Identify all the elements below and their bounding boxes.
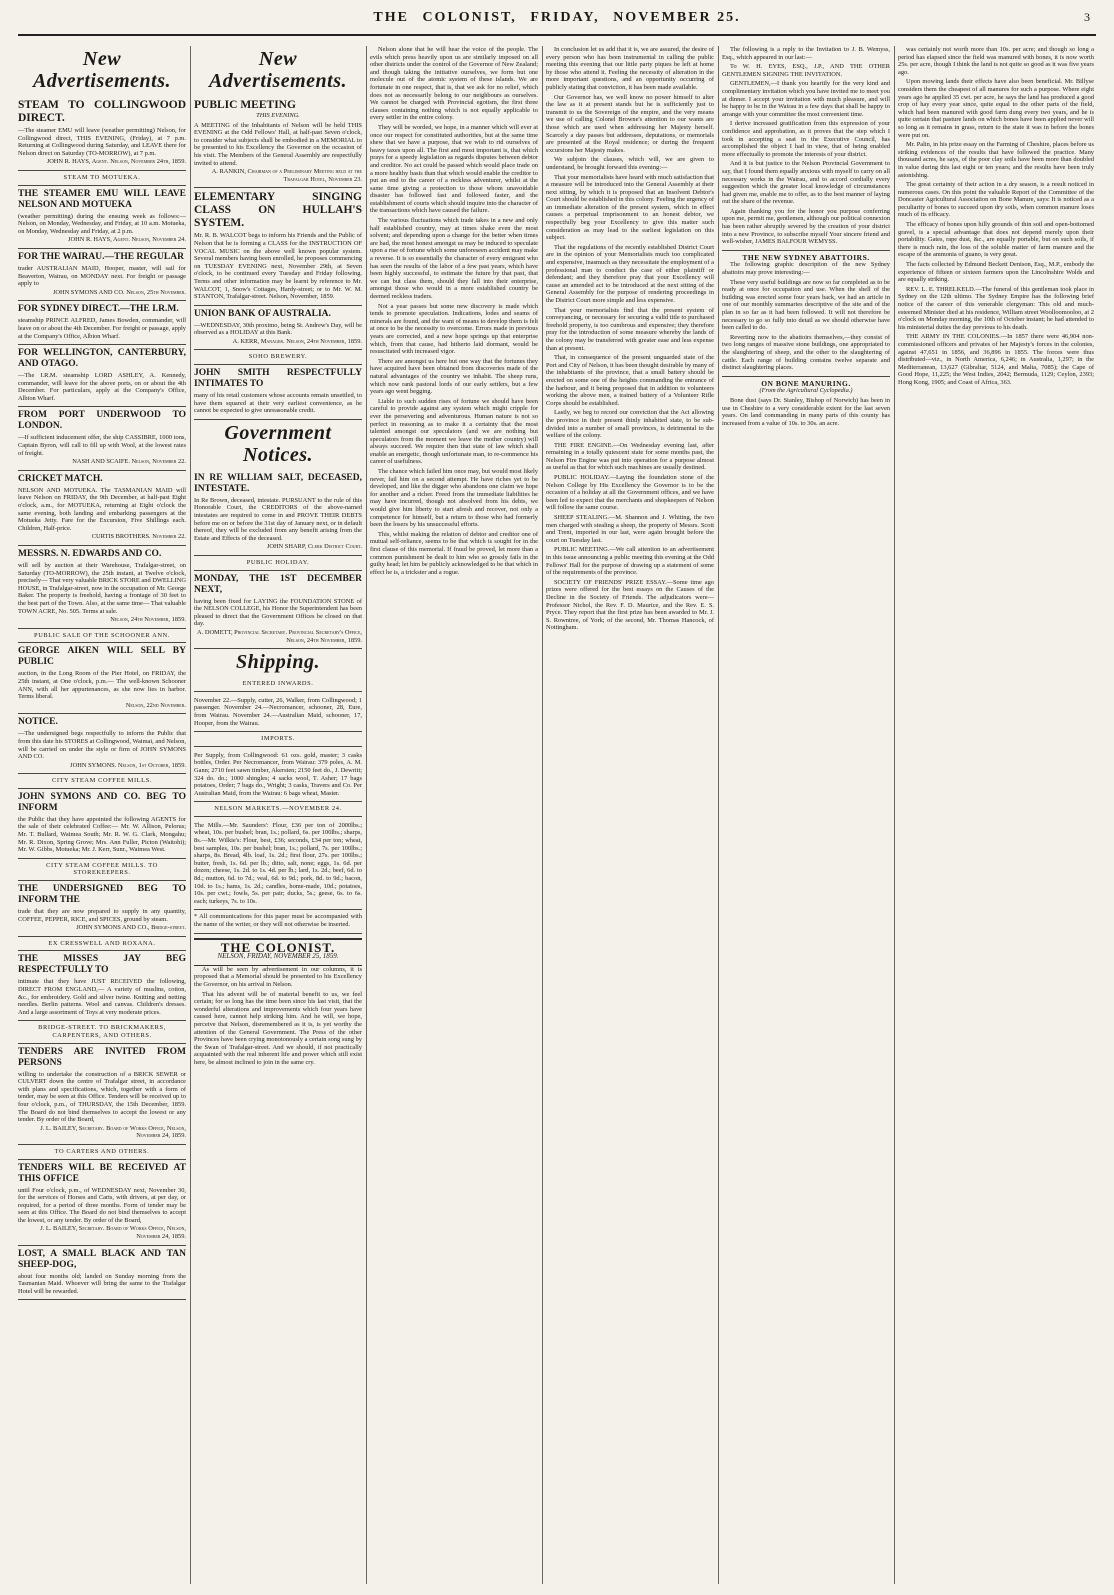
editorial-paragraph: That his advent will be of material benefit to us, we feel certain; for so long has the time been since his last visit, that the wonderful alterations and improvements which four years have caused here, cannot help striking him. And he will, we hope, perceive that Nelson, disremembered as it is, is yet worthy the attention of the General Government. The Press of the other Provinces have been crying monotonously a certain song sung by the Swan of Trafalgar-street. And we should, if not practically acquainted with the real inherent life and power which still exist here, be almost inclined to join in the same cry. bbox=[194, 990, 362, 1066]
section-heading: Government Notices. bbox=[224, 421, 332, 466]
ad-signature: J. L. BAILEY, Secretary. Board of Works Office, Nelson, November 24, 1859. bbox=[40, 1124, 186, 1140]
ad-body: steamship PRINCE ALFRED, James Bowden, commander, will leave on or about the 4th December. For freight or passage, apply at the Company's Office, Albion Wharf. bbox=[18, 317, 186, 340]
advertisement bbox=[18, 471, 186, 546]
ad-headline: NOTICE. bbox=[18, 717, 58, 728]
ad-body: In Re Brown, deceased, intestate. PURSUANT to the rule of this Honorable Court, the CREDITORS of the above-named intestates are required to come in and PROVE THEIR DEBTS before me on or before the 31st day of January next, or in default thereof, they will be excluded from any benefit arising from the Estate and Effects of the deceased. bbox=[194, 496, 362, 542]
ad-headline: TENDERS ARE INVITED FROM PERSONS bbox=[18, 1046, 186, 1068]
ad-body: trade that they are now prepared to supply in any quantity, COFFEE, PEPPER, RICE, and SPICES, ground by steam. bbox=[18, 908, 186, 923]
ad-body: —The undersigned begs respectfully to inform the Public that from this date his STORES at Collingwood, Waimai, and Nelson, will be carried on under the style or firm of JOHN SYMONS AND CO. bbox=[18, 730, 186, 761]
ad-signature: JOHN SYMONS AND CO. Nelson, 25th November. bbox=[52, 288, 186, 296]
column-rule bbox=[894, 46, 895, 1584]
advertisement bbox=[18, 714, 186, 774]
advertisement bbox=[194, 692, 362, 732]
ad-headline: MONDAY, THE 1ST DECEMBER NEXT, bbox=[194, 573, 362, 595]
paper-running-title bbox=[0, 10, 1114, 26]
ad-body: Mr. R. B. WALCOT begs to inform his Friends and the Public of Nelson that he is forming a CLASS for the INSTRUCTION OF VOCAL MUSIC on the above well known popular system. Several members having been enrolled, he proposes commencing on TUESDAY EVENING next, November 29th, at Seven o'clock, to be continued every Tuesday and Friday following. Terms and other information may be learnt by reference to Mr. WALCOT, 1, Snow's Cottages, Hardy-street; or to Mr. W. M. STANTON, Trafalgar-street. Nelson, November, 1859. bbox=[194, 232, 362, 301]
advertisement bbox=[18, 301, 186, 345]
advertisement bbox=[18, 96, 186, 171]
column-2-advertisements-editorial bbox=[194, 46, 362, 1584]
article-paragraph: Reverting now to the abattoirs themselves,—they consist of two long ranges of massive stone buildings, one appropriated to the slaughtering of sheep, and the other to the slaughtering of cattle. Each range of building contains twelve separate and distinct slaughtering places. bbox=[722, 333, 890, 372]
ad-signature: CURTIS BROTHERS. November 22. bbox=[91, 533, 186, 541]
article-paragraph: We subjoin the clauses, which will, we are given to understand, be brought forward this evening:— bbox=[546, 156, 714, 171]
advertisement bbox=[194, 96, 362, 188]
article-paragraph: REV. L. E. THRELKELD.—The funeral of this gentleman took place in Sydney on the 12th ultimo. The Sydney Empire has the following brief notice of the career of this venerable clergyman: This old and much-esteemed Minister died at his residence, William street Woolloomooloo, at 2 o'clock on Monday morning, the 10th of October instant; he had attended to his ministerial duties the day previous to his death. bbox=[898, 285, 1094, 331]
article-paragraph: Bone dust (says Dr. Stanley, Bishop of Norwich) has been in use in Cheshire to a very considerable extent for the last seven years. On land commanding in many parts of this county has increased from a value of 10s. to 30s. an acre. bbox=[722, 396, 890, 427]
ad-body: many of his retail customers whose accounts remain unsettled, to have them squared at their very earliest convenience, as he cannot be expected to give unreasonable credit. bbox=[194, 392, 362, 415]
article-paragraph: That your memorialists find that the present system of conveyancing, or necessary for securing a valid title to purchased freehold property, is too cumbrous and expensive; they therefore pray for the introduction of some measure whereby the lands of the colony may be transferred with greater ease and less expense than at present. bbox=[546, 306, 714, 352]
column-rule bbox=[366, 46, 367, 1584]
ad-subheadline: THIS EVENING. bbox=[256, 112, 300, 119]
column-1-advertisements bbox=[18, 46, 186, 1584]
ad-label: CITY STEAM COFFEE MILLS. TO STOREKEEPERS. bbox=[18, 859, 186, 881]
advertisement bbox=[194, 817, 362, 911]
ad-signature: A. DOMETT, Provincial Secretary. Provincial Secretary's Office, Nelson, 24th November, 1859. bbox=[197, 628, 362, 644]
advertisement bbox=[194, 365, 362, 420]
editorial-note: * All communications for this paper must be accompanied with the name of the writer, or they will not otherwise be inserted. bbox=[194, 910, 362, 933]
advertisement bbox=[18, 1160, 186, 1246]
ad-label: PUBLIC SALE OF THE SCHOONER ANN. bbox=[18, 629, 186, 644]
column-rule bbox=[542, 46, 543, 1584]
ad-headline: FROM PORT UNDERWOOD TO LONDON. bbox=[18, 410, 186, 432]
advertisement bbox=[18, 951, 186, 1021]
ad-signature: JOHN SYMONS. Nelson, 1st October, 1859. bbox=[70, 761, 186, 769]
ad-label: ENTERED INWARDS. bbox=[194, 677, 362, 692]
ad-headline: FOR THE WAIRAU.—THE REGULAR bbox=[18, 251, 184, 262]
ad-headline: THE STEAMER EMU WILL LEAVE NELSON AND MOTUEKA bbox=[18, 188, 186, 210]
column-6-news bbox=[898, 46, 1094, 1584]
article-source: (From the Agricultural Cyclopedia.) bbox=[759, 387, 853, 395]
paper-name: THE COLONIST. bbox=[220, 939, 336, 955]
article-paragraph: That your memorialists have heard with much satisfaction that a measure will be introduced into the General Assembly at their next sitting, by which it is proposed that an Insolvent Debtor's Court should be established in this colony. Feeling the urgency of an immediate alteration of the present system, which in effect causes a perpetual imprisonment to an honest debtor, we respectfully beg your Excellency to give this matter such consideration as may lead to the earliest legislation on this subject. bbox=[546, 173, 714, 242]
ad-headline: JOHN SYMONS AND CO. BEG TO INFORM bbox=[18, 791, 186, 813]
article-paragraph: was certainly not worth more than 10s. per acre; and though so long a period has elapsed since the field was manured with bones, it is now worth 25s. per acre, though I think the land is not quite so good as it was five years ago. bbox=[898, 46, 1094, 76]
article-paragraph: Not a year passes but some new discovery is made which tends to promote speculation. Indications, lodes and seams of minerals are found, and the want of means to develop them is felt at once to be the necessity to overcome. Errors made in previous years are corrected, and a new hope springs up that enterprise which, from that cause, had hitherto laid dormant, would be resuscitated with increased vigor. bbox=[370, 302, 538, 356]
article-paragraph: I derive increased gratification from this expression of your confidence and approbation, as it proves that the step which I took in accepting a seat in the Executive Council, has accomplished the object I had in view, that of being enabled more effectually to promote the interests of your district. bbox=[722, 120, 890, 158]
advertisement bbox=[18, 643, 186, 714]
article-paragraph: The efficacy of bones upon hilly grounds of thin soil and open-bottomed gravel, is a special advantage that does not depend merely upon their portability. Gates, rape dust, &c., are equally portable, but on such soils, if there is much rain, the loss of the soluble matter of farm manure and the escape of the ammonia of guano, is very great. bbox=[898, 221, 1094, 259]
article-paragraph: Nelson alone that he will hear the voice of the people. The evils which press heavily upon us are similarly imposed on all other districts under the control of the Governor of New Zealand; and though taking the initiative ourselves, we form but one molecule out of the atomic system of these islands. We are fortunate in one respect, that is, that we ask for no relief, which does not as necessarily belong to our neighbours as ourselves. We cannot be charged with Provincial egotism, the first three clauses containing nothing which is not equally applicable to every settler in the entire colony. bbox=[370, 46, 538, 122]
ad-body: trader AUSTRALIAN MAID, Hooper, master, will sail for Beaverton, Wairau, on MONDAY next. For freight or passage apply to bbox=[18, 264, 186, 288]
ad-signature: JOHN SHARP, Clerk District Court. bbox=[266, 543, 362, 551]
advertisement bbox=[18, 789, 186, 859]
ad-body: —The steamer EMU will leave (weather permitting) Nelson, for Collingwood direct, THIS EVENING, (Friday), at 7 p.m. Returning at Collingwood during Saturday, and LEAVE there for Nelson direct on Saturday (TO-MORROW), at 7 p.m. bbox=[18, 127, 186, 157]
article-paragraph: The facts collected by Edmund Beckett Denison, Esq., M.P., embody the experience of fifteen or sixteen farmers upon the Lincolnshire Wolds and are equally striking. bbox=[898, 261, 1094, 284]
column-rule bbox=[190, 46, 191, 1584]
article-paragraph: These very useful buildings are now so far completed as to be ready at once for occupation and use. When the shell of the building was erected some four years back, we had an article in one of our monthly summaries descriptive of the site and of the plan in so far as it had been followed. It will not therefore be necessary to go so fully into detail as we should otherwise have been called to do. bbox=[722, 278, 890, 332]
column-5-news bbox=[722, 46, 890, 1584]
ad-signature: J. L. BAILEY, Secretary. Board of Works Office, Nelson, November 24, 1859. bbox=[40, 1225, 186, 1241]
ad-body: auction, in the Long Room of the Pier Hotel, on FRIDAY, the 25th instant, at One o'clock, p.m.— The well-known Schooner ANN, with all her appurtenances, as she now lies in harbor. Terms liberal. bbox=[18, 670, 186, 701]
ad-signature: Nelson, 24th November, 1859. bbox=[110, 616, 186, 624]
ad-signature: JOHN R. HAYS, Agent. Nelson, November 24th, 1859. bbox=[46, 158, 186, 166]
article-paragraph: Upon mowing lands their effects have also been beneficial. Mr. Billyse considers them the cheapest of all manures for such a purpose. Where eight years ago he applied 35 cwt. per acre, he says the land has produced a good crop of hay every year since, quite equal to the other parts of the field, which had been manured with good farm dung every two years, and he is quite certain that pasture lands on which bones have been applied never will so long as it remains in grass, return to the state it was in before the bones were put on. bbox=[898, 78, 1094, 139]
column-rule bbox=[718, 46, 719, 1584]
masthead-rule bbox=[18, 34, 1096, 36]
running-title-the: THE bbox=[373, 10, 409, 25]
ad-headline: UNION BANK OF AUSTRALIA. bbox=[194, 308, 331, 319]
article-paragraph: THE ARMY IN THE COLONIES.—In 1857 there were 46,904 non-commissioned officers and privates of her Majesty's forces in the colonies, against 47,651 in 1856, and 36,896 in 1855. The forces were thus distributed—viz., in North America, 6,246; in Australia, 1,297; in the Mediterranean, 13,627 (Gibraltar, 5124, and Malta, 7085); the Cape of Good Hope, 11,225; the West Indies, 2042; Bermuda, 1129; Ceylon, 2393; Hong Kong, 1905; and Coast of Africa, 363. bbox=[898, 333, 1094, 386]
advertisement bbox=[194, 747, 362, 803]
advertisement bbox=[18, 345, 186, 407]
article-paragraph: PUBLIC MEETING.—We call attention to an advertisement in this issue announcing a public meeting this evening at the Odd Fellows' Hall for the purpose of drawing up a statement of some of the requirements of the province. bbox=[546, 546, 714, 577]
ad-label: STEAM TO MOTUEKA. bbox=[18, 171, 186, 186]
section-heading: New Advertisements. bbox=[32, 48, 172, 92]
ad-body: —WEDNESDAY, 30th proximo, being St. Andrew's Day, will be observed as a HOLIDAY at this Bank. bbox=[194, 321, 362, 337]
ad-label: BRIDGE-STREET. TO BRICKMAKERS, CARPENTERS, AND OTHERS. bbox=[18, 1021, 186, 1043]
advertisement bbox=[194, 470, 362, 556]
article-paragraph: That the regulations of the recently established District Court are in the opinion of your Memorialists much too complicated and expensive, inasmuch as they necessitate the employment of a professional man to conduct the case of either plaintiff or defendant; and they therefore pray that your Excellency will cause an amended act to be introduced at the next sitting of the General Assembly for the purpose of rendering proceedings in the District Court more simple and less expensive. bbox=[546, 243, 714, 304]
article-paragraph: The following is a reply to the Invitation to J. B. Wemyss, Esq., which appeared in our last:— bbox=[722, 46, 890, 61]
ad-body: —The I.R.M. steamship LORD ASHLEY, A. Kennedy, commander, will leave for the above ports, on or about the 4th December. For particulars, apply at the Company's Office, Albion Wharf. bbox=[18, 372, 186, 402]
ad-signature: NASH AND SCAIFE. Nelson, November 22. bbox=[72, 458, 186, 466]
advertisement bbox=[18, 249, 186, 301]
ad-body: about four months old; landed on Sunday morning from the Tasmanian Maid. Whoever will bring the same to the Trafalgar Hotel will be rewarded. bbox=[18, 1272, 186, 1295]
article-paragraph: The various fluctuations which trade takes in a new and only half established country, may at times shake even the most solvent; and depending upon a change for the better when times are bad, the most honest amongst us may be induced to speculate upon a rise of fortune which some unforeseen accident may make a reverse. It is so essentially the character of every emigrant who has seen the results of the labor of a few past years, which have been highly successful, to estimate the future by that past, that we can but class them, should they fall into their enterprise, amongst those who would in a more established country be deemed reckless traders. bbox=[370, 217, 538, 300]
ad-body: A MEETING of the Inhabitants of Nelson will be held THIS EVENING at the Odd Fellows' Hall, at half-past Seven o'clock, to consider what subjects shall be embodied in a MEMORIAL to be presented to his Excellency the Governor on the occasion of his visit. The Members of the General Assembly are respectfully invited to attend. bbox=[194, 121, 362, 167]
article-paragraph: SHEEP STEALING.—M. Shannon and J. Whiting, the two men charged with stealing a sheep, the property of Messrs. Scott and Trent, imported in our last, were again brought before the court on Tuesday last. bbox=[546, 514, 714, 544]
ad-headline: MESSRS. N. EDWARDS AND CO. bbox=[18, 549, 162, 559]
ad-headline: ELEMENTARY SINGING CLASS ON HULLAH'S SYSTEM. bbox=[194, 191, 362, 230]
advertisement bbox=[18, 1246, 186, 1301]
ad-signature: JOHN R. HAYS, Agent. Nelson, November 24. bbox=[68, 236, 186, 244]
article-paragraph: The chance which failed him once may, but would most likely never, fail him on a second attempt. He have riches yet to be developed, and like the digger who abandons one claim we hope for another and a richer. Freed from the immediate liabilities he may have incurred, though not absolved from his debts, we would give him liberty to start afresh and recover, not only a competence for himself, but a return to those who had formerly been the losers by his unsuccessful efforts. bbox=[370, 468, 538, 529]
paper-dateline: NELSON, FRIDAY, NOVEMBER 25, 1859. bbox=[217, 952, 339, 961]
ad-headline: IN RE WILLIAM SALT, DECEASED, INTESTATE. bbox=[194, 472, 362, 494]
ad-headline: GEORGE AIKEN WILL SELL BY PUBLIC bbox=[18, 646, 186, 668]
ad-body: having been fixed for LAYING the FOUNDATION STONE of the NELSON COLLEGE, his Honor the Superintendent has been pleased to direct that the Government Offices be closed on that day. bbox=[194, 597, 362, 628]
ad-headline: CRICKET MATCH. bbox=[18, 473, 103, 484]
column-4-editorial-news bbox=[546, 46, 714, 1584]
article-paragraph: The great certainty of their action in a dry season, is a result noticed in numerous cases. On this point the valuable Report of the Committee of the Doncaster Agricultural Association on Bone Manure, says: It is noticed as a peculiarity of bones to succeed upon dry soils, when common manure loses much of its efficacy. bbox=[898, 181, 1094, 219]
article-paragraph: Liable to such sudden rises of fortune we should have been careful to provide against any system which might cripple for ever the persevering and adventurous. Human nature is not so perfect in reasoning as to make it a certainty that the most talented amongst our speculators (and we are nothing but speculators from the moment we leave the mother country) will always succeed. We require then that state of law which shall enable an energetic, though unfortunate man, to re-commence his career of usefulness. bbox=[370, 397, 538, 466]
ad-body: intimate that they have JUST RECEIVED the following, DIRECT FROM ENGLAND,— A variety of muslins, cotton, &c., for embroidery. Gold and silver twine. Knitting and netting needles. Berlin patterns. Wool and canvas. Children's dresses. And a large assortment of Toys at very moderate prices. bbox=[18, 978, 186, 1016]
article-paragraph: Mr. Palin, in his prize essay on the Farming of Cheshire, places before us striking evidences of the results that have followed the practice. Many thousand acres, he says, of the poor clay soils have been more than doubled in value during this last eight or ten years; and the results have been truly astonishing. bbox=[898, 141, 1094, 179]
page-number: 3 bbox=[1084, 10, 1090, 24]
ad-body: NELSON AND MOTUEKA. The TASMANIAN MAID will leave Nelson on FRIDAY, the 9th December, at half-past Eight o'clock, a.m., for MOTUEKA, returning at Eight o'clock the same evening, both landing and embarking passengers at the Motueka Jetty. Fare for the Excursion, Five Shillings each. Children, Half-price. bbox=[18, 486, 186, 532]
advertisement bbox=[18, 186, 186, 249]
editorial-paragraph: As will be seen by advertisement in our columns, it is proposed that a Memorial should be presented to his Excellency the Governor, on his arrival in Nelson. bbox=[194, 965, 362, 988]
ad-headline: STEAM TO COLLINGWOOD DIRECT. bbox=[18, 99, 186, 124]
ad-body: —If sufficient inducement offer, the ship CASSIBRE, 1000 tons, Captain Byron, will call to fill up with Wool, at the lowest rates of freight. bbox=[18, 434, 186, 457]
advertisement bbox=[18, 1044, 186, 1145]
article-paragraph: GENTLEMEN,—I thank you heartily for the very kind and complimentary invitation which you have invited me to meet you at dinner. I accept your invitation with much pleasure, and will be happy to be in the Wairau in a few days that shall be happy to arrange with your committee the most convenient time. bbox=[722, 80, 890, 118]
article-paragraph: To W. H. EYES, ESQ., J.P., AND THE OTHER GENTLEMEN SIGNING THE INVITATION. bbox=[722, 63, 890, 78]
running-title-colonist: COLONIST, bbox=[422, 10, 517, 25]
ad-label: CITY STEAM COFFEE MILLS. bbox=[18, 774, 186, 789]
article-paragraph: Lastly, we beg to record our conviction that the Act allowing the province in their present thinly inhabited state, to be sub-divided into a number of small provinces, is detrimental to the welfare of the colony. bbox=[546, 409, 714, 440]
running-title-day: FRIDAY, bbox=[530, 10, 600, 25]
ad-signature: A. RANKIN, Chairman of a Preliminary Meeting held at the Trafalgar Hotel, November 23. bbox=[211, 168, 362, 183]
ad-headline: FOR SYDNEY DIRECT.—THE I.R.M. bbox=[18, 304, 179, 315]
article-heading: ON BONE MANURING. bbox=[722, 376, 890, 388]
advertisement bbox=[18, 546, 186, 629]
article-paragraph: In conclusion let us add that it is, we are assured, the desire of every person who has been instrumental in calling the public meeting this evening that our little party piques be left at home by those who attend it. Feeling the necessity of alteration in the more important questions, and an opportunity occurring of publicly stating that conviction, it has been made available. bbox=[546, 46, 714, 91]
article-paragraph: That, in consequence of the present unguarded state of the Port and City of Nelson, it has been thought desirable by many of the inhabitants of the province, that a small battery should be erected on some one of the heights commanding the entrance of the harbour, and it being proposed that in addition to volunteers working the above men, a trained battery of a Volunteer Rifle Corps should be established. bbox=[546, 354, 714, 407]
article-paragraph: Again thanking you for the honor you purpose conferring upon me, permit me, gentlemen, although our political connexion has been rather abruptly severed by the creation of your district into a new Province, to subscribe myself Your sincere friend and well-wisher, JAMES BALFOUR WEMYSS. bbox=[722, 207, 890, 246]
ad-headline: THE UNDERSIGNED BEG TO INFORM THE bbox=[18, 884, 186, 906]
advertisement bbox=[194, 306, 362, 351]
ad-label: IMPORTS. bbox=[194, 732, 362, 747]
article-paragraph: THE FIRE ENGINE.—On Wednesday evening last, after remaining in a totally quiescent state for some months past, the Nelson Fire Engine was put into operation for a purpose almost as useful as that for which such machines are usually destined. bbox=[546, 441, 714, 472]
ad-body: The Mills.—Mr. Saunders': Flour, £36 per ton of 2000lbs.; wheat, 10s. per bushel; bran, 1s.; pollard, 6s. per 100lbs.; sharps, 8s.—Mr. Wilkie's: Flour, best, £36; seconds, £34 per ton; wheat, best samples, 10s. per bushel; bran, 1s.; pollard, 7s. per 100lbs.; sharps, 8s. Bread, 4lb. loaf, 1s. 2d.; first flour, 27s. per 100lbs.; butter, fresh, 1s. 6d. per lb.; ditto, salt, none; eggs, 1s. 6d. per dozen; cheese, 1s. 2d. to 1s. 4d. per lb.; lard, 1s. 2d.; beef, 6d. to 8d.; mutton, 6d. to 7d.; veal, 6d. to 9d.; pork, 8d. to 9d.; bacon, 10d. to 1s.; hams, 1s. 2d.; candles, home-made, 10d.; potatoes, 10s. per cwt.; fowls, 5s. per pair; ducks, 5s.; geese, 6s. to 6s. each; turkeys, 7s. to 10s. bbox=[194, 821, 362, 905]
ad-headline: JOHN SMITH RESPECTFULLY INTIMATES TO bbox=[194, 368, 362, 390]
ad-body: November 22.—Supply, cutter, 26, Walker, from Collingwood; 1 passenger. November 24.—Necromancer, schooner, 28, Eure, from Wairau. November 24.—Australian Maid, schooner, 17, Hooper, from the Wairau. bbox=[194, 696, 362, 727]
ad-headline: THE MISSES JAY BEG RESPECTFULLY TO bbox=[18, 954, 186, 976]
ad-signature: JOHN SYMONS AND CO., Bridge-street. bbox=[76, 924, 186, 932]
ad-body: will sell by auction at their Warehouse, Trafalgar-street, on Saturday (TO-MORROW), the 25th instant, at Twelve o'clock, precisely— That very valuable BRICK STORE and DWELLING HOUSE, in Trafalgar-street, now in the occupation of Mr. George Baker. The property is freehold, having a frontage of 30 feet to the best part of the Town. Also, at the same time— That valuable TOWN ACRE, No. 505. Terms at sale. bbox=[18, 562, 186, 615]
ad-body: (weather permitting) during the ensuing week as follows:— Nelson, on Monday, Wednesday, and Friday, at 10 a.m. Motueka, on Monday, Wednesday and Friday, at 2 p.m. bbox=[18, 212, 186, 235]
ad-body: willing to undertake the construction of a BRICK SEWER or CULVERT down the centre of Trafalgar street, in accordance with plans and specifications, which, together with a form of tender, may be seen at this Office. Tenders will be received up to four o'clock, p.m., of THURSDAY, the 15th December, 1859. The Board do not bind themselves to accept the lowest or any tender. By order of the Board, bbox=[18, 1070, 186, 1124]
article-heading: THE NEW SYDNEY ABATTOIRS. bbox=[722, 250, 890, 262]
ad-signature: Nelson, 22nd November. bbox=[125, 701, 186, 709]
ad-signature: A. KERR, Manager. Nelson, 24th November, 1859. bbox=[232, 337, 362, 345]
article-paragraph: They will be worded, we hope, in a manner which will ever at once our respect for constituted authorities, but at the same time shew that we have a purpose, that we wish to rid ourselves of heavy taxes upon all. The first and most important is, that which prays for a speedy legislation as regards disputes between debtor and creditor. No act could be passed which would place trade on a more healthy basis than that which would enable the creditor to put an end to the career of a reckless adventurer, whilst at the same time giving a protection to those whom unavoidable disaster has followed fast and followed faster, and the establishment of courts which should inquire into the character of the transactions which have caused the failure. bbox=[370, 123, 538, 215]
ad-label: TO CARTERS AND OTHERS. bbox=[18, 1145, 186, 1160]
ad-body: the Public that they have appointed the following AGENTS for the sale of their celebrated Coffee:— Mr. W. Allison, Pelorus; Mr. T. Bullard, Waimea South; Mr. R. W. G. Clark, Mongahu; Mr. R. Dixon, Spring Grove; Mrs. Ann Fuller, Picton (Waitohi); Mr. W. Gibbs, Motueka; Mr. J. Kerr, Sunr., Waimea West. bbox=[18, 815, 186, 854]
article-paragraph: This, whilst making the relation of debtor and creditor one of mutual self-reliance, seems to be that which is sought for in the first clause of this memorial. If fraud be proved, let more than a common punishment be dealt to him who so grossly fails in the guilty head; let him be publicly acknowledged to be that which in effect he is, a trickster and a rogue. bbox=[370, 530, 538, 576]
ad-headline: LOST, A SMALL BLACK AND TAN SHEEP-DOG, bbox=[18, 1248, 186, 1270]
advertisement bbox=[18, 407, 186, 470]
ad-headline: TENDERS WILL BE RECEIVED AT THIS OFFICE bbox=[18, 1162, 186, 1184]
advertisement bbox=[194, 571, 362, 650]
masthead bbox=[0, 0, 1114, 44]
ad-label: PUBLIC HOLIDAY. bbox=[194, 556, 362, 571]
ad-label: SOHO BREWERY. bbox=[194, 350, 362, 365]
paper-banner bbox=[194, 938, 362, 966]
ad-label: EX CRESSWELL AND ROXANA. bbox=[18, 937, 186, 952]
article-paragraph: And it is but justice to the Nelson Provincial Government to say, that I found them equally anxious with myself to carry on all necessary works in the Wairau, and to accord cordially every suggestion which the greater local knowledge of circumstances had given me, enable me to offer, as to the best manner of laying out the share of the revenue. bbox=[722, 160, 890, 206]
running-title-date: NOVEMBER 25. bbox=[613, 10, 741, 25]
article-paragraph: Our Governor has, we well know no power himself to alter the law as it at present stands but he is sufficiently just to transmit to us the Sovereign of the empire, and the very means we use of calling Colonel Browne's attention to our wants are those which are used when addressing her Majesty herself. Scarcely a day passes but addresses, deputations, or memorials are presented at the Royal residence; or during the frequent excursions her Majesty makes. bbox=[546, 93, 714, 154]
article-paragraph: PUBLIC HOLIDAY.—Laying the foundation stone of the Nelson College by His Excellency the Governor is to be the occasion of a holiday at all the Government offices, and we have been led to expect that the merchants and shopkeepers of Nelson will follow the same course. bbox=[546, 474, 714, 512]
ad-label: NELSON MARKETS.—NOVEMBER 24. bbox=[194, 802, 362, 817]
section-heading: Shipping. bbox=[236, 651, 320, 674]
article-paragraph: SOCIETY OF FRIENDS' PRIZE ESSAY.—Some time ago prizes were offered for the best essays on the Causes of the Decline in the Society of Friends. The adjudicators were—Professor Nichol, the Rev. F. D. Maurice, and the Rev. E. S. Pryce. They report that the first prize has been awarded to Mr. J. S. Rowntree, of York; of the second, Mr. Thomas Hancock, of Nottingham. bbox=[546, 578, 714, 632]
ad-headline: FOR WELLINGTON, CANTERBURY, AND OTAGO. bbox=[18, 348, 186, 370]
ad-body: until Four o'clock, p.m., of WEDNESDAY next, November 30, for the services of Horses and Carts, with drivers, at per day, or required, for a period of three months. Form of tender may be seen at this Office. The Board do not bind themselves to accept the lowest, or any tender. By order of the Board, bbox=[18, 1186, 186, 1224]
ad-body: Per Supply, from Collingwood: 61 ozs. gold, master; 3 casks bottles, Order. Per Necromancer, from Wairau: 379 poles, A. M. Gann; 2710 feet sawn timber, Akersten; 2150 feet do., J. Dewritt; 324 do. do.; 1000 shingles; 4 sacks wool, T. Asher; 17 bags potatoes, Order; 7 bags do., Wright; 3 casks, Travers and Co. Per Australian Maid, from the Wairau: 6 bags wheat, Master. bbox=[194, 751, 362, 797]
article-paragraph: The following graphic description of the new Sydney abattoirs may prove interesting:— bbox=[722, 261, 890, 277]
advertisement bbox=[194, 188, 362, 305]
ad-headline: PUBLIC MEETING bbox=[194, 99, 296, 111]
article-paragraph: There are amongst us here but one way that the fortunes they have acquired have been obtained from discoveries made of the natural advantages of the country we inhabit. The sheep runs, which now rank pastoral lords of our early settlers, but a few years ago went begging. bbox=[370, 357, 538, 396]
section-heading: New Advertisements. bbox=[208, 48, 348, 92]
column-3-editorial bbox=[370, 46, 538, 1584]
advertisement bbox=[18, 881, 186, 937]
